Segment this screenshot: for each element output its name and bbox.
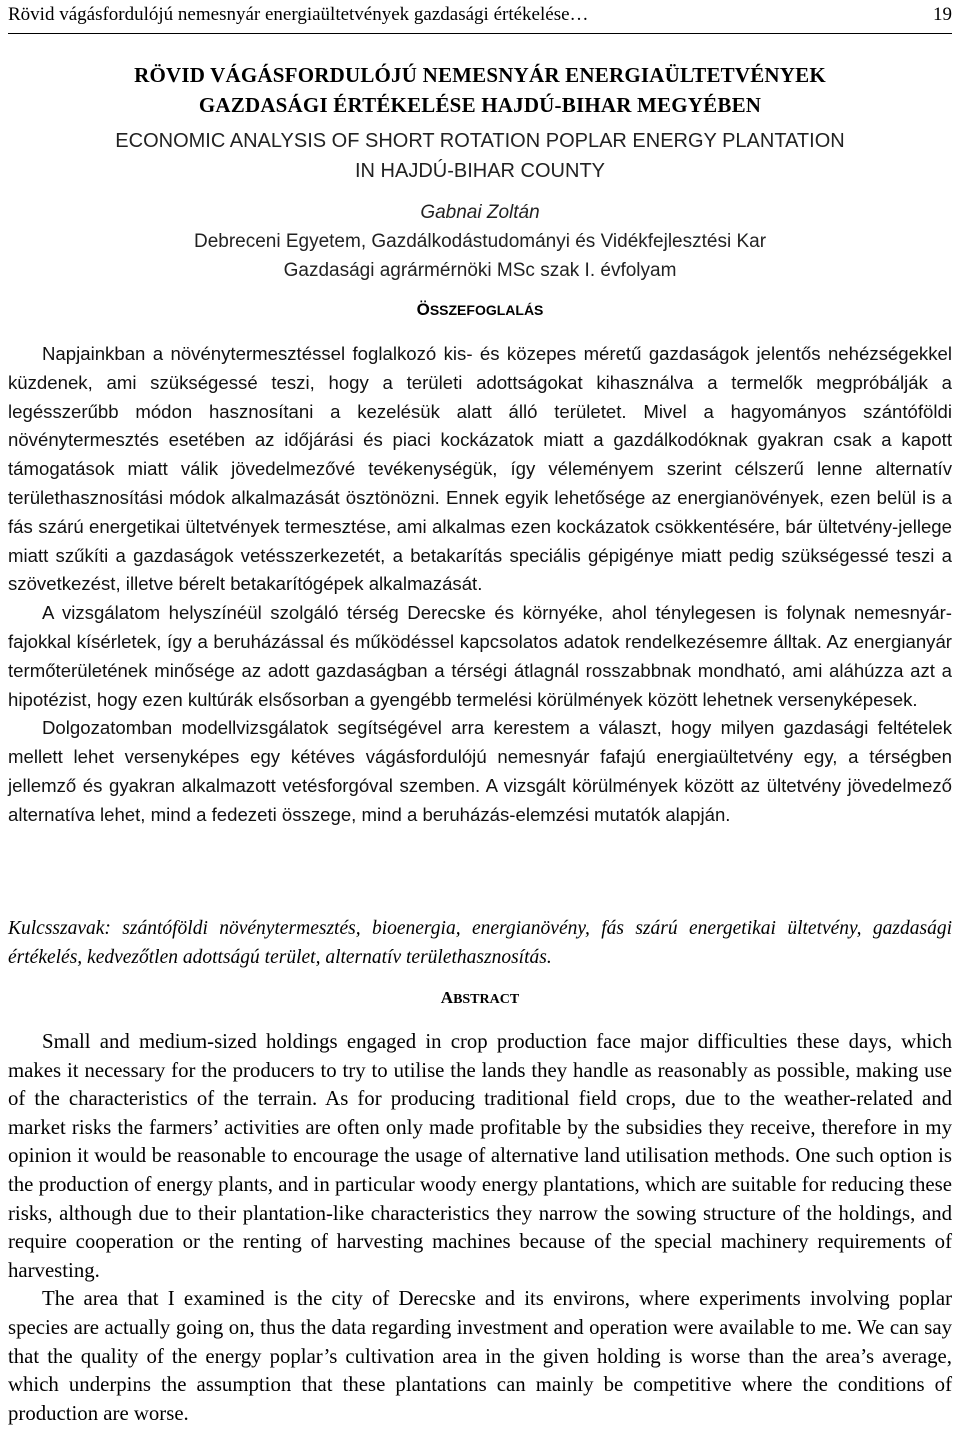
summary-heading: [0, 300, 960, 320]
abstract-heading-rest: BSTRACT: [453, 992, 520, 1007]
title-hungarian: [0, 60, 960, 120]
abstract-body: [8, 1028, 952, 1428]
author-name: Gabnai Zoltán: [420, 202, 540, 223]
running-head: [8, 2, 952, 34]
title-hungarian-line-1: RÖVID VÁGÁSFORDULÓJÚ NEMESNYÁR ENERGIAÜLTETVÉNYEK: [134, 63, 826, 87]
summary-paragraph-2: A vizsgálatom helyszínéül szolgáló térség Derecske és környéke, ahol ténylegesen is folynak nemesnyár-fajokkal kísérletek, így a beruházással és működéssel kapcsolatos adatok rendelkezésemre álltak. Az energianyár termőterületének minősége az adott gazdaságban a térségi átlagnál rosszabbnak mondható, ami aláhúzza azt a hipotézist, hogy ezen kultúrák elsősorban a gyengébb termelési körülmények között lehetnek versenyképesek.: [8, 602, 952, 710]
summary-body: [8, 340, 952, 830]
summary-heading-initial: Ö: [416, 300, 430, 319]
title-hungarian-line-2: GAZDASÁGI ÉRTÉKELÉSE HAJDÚ-BIHAR MEGYÉBEN: [198, 93, 762, 117]
author-affiliation: Debreceni Egyetem, Gazdálkodástudományi és Vidékfejlesztési Kar: [193, 231, 767, 252]
abstract-paragraph-1: Small and medium-sized holdings engaged in crop production face major difficulties these days, which makes it necessary for the producers to try to utilise the lands they handle as reasonably as possible, making use of the characteristics of the terrain. As for producing traditional field crops, due to the weather-related and market risks the farmers’ activities are often only made profitable by the subsidies they receive, therefore in my opinion it would be reasonable to encourage the usage of alternative land utilisation methods. One such option is the production of energy plants, and in particular woody energy plantations, which are suitable for reducing these risks, although due to their plantation-like characteristics they narrow the sowing structure of the holdings, and require cooperation or the renting of harvesting machines because of the special machinery requirements of harvesting.: [8, 1030, 952, 1282]
running-head-title: Rövid vágásfordulójú nemesnyár energiaültetvények gazdasági értékelése…: [8, 4, 589, 25]
title-english: [0, 126, 960, 186]
author-program: Gazdasági agrármérnöki MSc szak I. évfolyam: [283, 260, 677, 281]
title-english-line-2: IN HAJDÚ-BIHAR COUNTY: [354, 160, 605, 182]
summary-heading-rest: SSZEFOGLALÁS: [429, 302, 544, 318]
summary-paragraph-1: Napjainkban a növénytermesztéssel foglalkozó kis- és közepes méretű gazdaságok jelentős nehézségekkel küzdenek, ami szükségessé teszi, hogy a területi adottságokat kihasználva a termelők megpróbálják a legésszerűbb módon hasznosítani a kezelésük alatt álló területet. Mivel a hagyományos szántóföldi növénytermesztés esetében az időjárási és piaci kockázatok miatt a gazdálkodóknak gyakran csak a kapott támogatások miatt válik jövedelmezővé tevékenységük, így véleményem szerint célszerű lenne alternatív területhasznosítási módok alkalmazását ösztönözni. Ennek egyik lehetősége az energianövények, ezen belül is a fás szárú energetikai ültetvények termesztése, ami alkalmas ezen kockázatok csökkentésére, bár ültetvény-jellege miatt szűkíti a gazdaságok vetésszerkezetét, a betakarítás speciális gépigénye miatt pedig szükségessé teszi a szövetkezést, illetve bérelt betakarítógépek alkalmazását.: [8, 343, 952, 595]
title-english-line-1: ECONOMIC ANALYSIS OF SHORT ROTATION POPLAR ENERGY PLANTATION: [115, 130, 845, 152]
abstract-heading: [0, 988, 960, 1008]
summary-paragraph-3: Dolgozatomban modellvizsgálatok segítségével arra kerestem a választ, hogy milyen gazdasági feltételek mellett lehet versenyképes egy kétéves vágásfordulójú nemesnyár fafajú energiaültetvény egy, a térségben jellemző és gyakran alkalmazott vetésforgóval szemben. A vizsgált körülmények között az ültetvény jövedelmező alternatíva lehet, mind a fedezeti összege, mind a beruházás-elemzési mutatók alapján.: [8, 717, 952, 825]
abstract-paragraph-2: The area that I examined is the city of Derecske and its environs, where experiments involving poplar species are actually going on, thus the data regarding investment and operation were available to me. We can say that the quality of the energy poplar’s cultivation area in the given holding is worse than the area’s average, which underpins the assumption that these plantations can mainly be competitive where the conditions of production are worse.: [8, 1287, 952, 1425]
page-number: 19: [933, 4, 952, 25]
author-block: [0, 198, 960, 285]
keywords: Kulcsszavak: szántóföldi növénytermesztés, bioenergia, energianövény, fás szárú energetikai ültetvény, gazdasági értékelés, kedvezőtlen adottságú terület, alternatív területhasznosítás.: [8, 918, 952, 968]
abstract-heading-initial: A: [440, 988, 454, 1007]
